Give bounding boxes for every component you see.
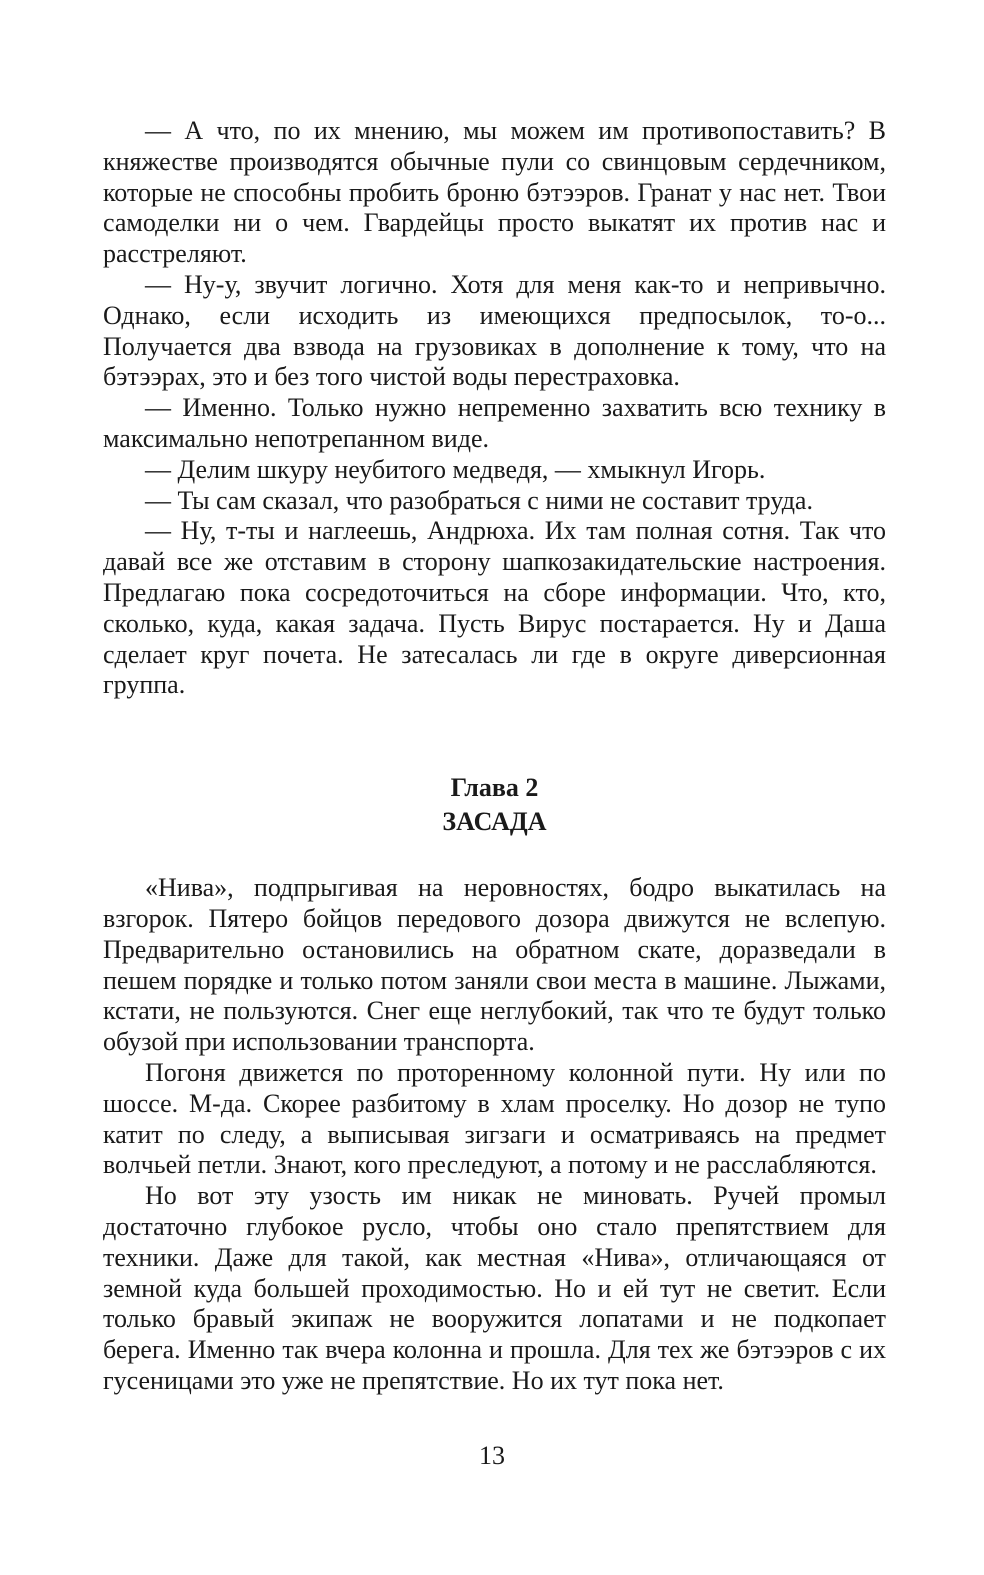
paragraph: — Ну, т-ты и наглеешь, Андрюха. Их там полная сотня. Так что давай все же отставим в сторону шапкозакидательские настроения. Предлагаю пока сосредоточиться на сборе информации. Что, кто, сколько, куда, какая задача. Пусть Вирус постарается. Ну и Даша сделает круг почета. Не затесалась ли где в округе диверсионная группа.	[103, 516, 886, 700]
page-body	[103, 116, 886, 1397]
paragraph: «Нива», подпрыгивая на неровностях, бодро выкатилась на взгорок. Пятеро бойцов передового дозора движутся не вслепую. Предварительно остановились на обратном скате, доразведали в пешем порядке и только потом заняли свои места в машине. Лыжами, кстати, не пользуются. Снег еще неглубокий, так что те будут только обузой при использовании транспорта.	[103, 873, 886, 1057]
paragraph: — Ну-у, звучит логично. Хотя для меня как-то и непривычно. Однако, если исходить из имеющихся предпосылок, то-о... Получается два взвода на грузовиках в дополнение к тому, что на бэтээрах, это и без того чистой воды перестраховка.	[103, 269, 886, 392]
paragraph: — Именно. Только нужно непременно захватить всю технику в максимально непотрепанном виде.	[103, 393, 886, 453]
paragraph: — Ты сам сказал, что разобраться с ними не составит труда.	[145, 485, 813, 515]
chapter-number: Глава 2	[450, 773, 539, 803]
paragraph: — А что, по их мнению, мы можем им противопоставить? В княжестве производятся обычные пули со свинцовым сердечником, которые не способны пробить броню бэтээров. Гранат у нас нет. Твои самоделки ни о чем. Гвардейцы просто выкатят их против нас и расстреляют.	[103, 116, 886, 269]
paragraph: — Делим шкуру неубитого медведя, — хмыкнул Игорь.	[145, 454, 766, 484]
paragraph: Погоня движется по проторенному колонной пути. Ну или по шоссе. М-да. Скорее разбитому в хлам проселку. Но дозор не тупо катит по следу, а выписывая зигзаги и осматриваясь на предмет волчьей петли. Знают, кого преследуют, а потому и не расслабляются.	[103, 1057, 886, 1180]
paragraph: Но вот эту узость им никак не миновать. Ручей промыл достаточно глубокое русло, чтобы оно стало препятствием для техники. Даже для такой, как местная «Нива», отличающаяся от земной куда большей проходимостью. Но и ей тут не светит. Если только бравый экипаж не вооружится лопатами и не подкопает берега. Именно так вчера колонна и прошла. Для тех же бэтээров с их гусеницами это уже не препятствие. Но их тут пока нет.	[103, 1181, 886, 1395]
chapter-heading	[103, 771, 886, 839]
page-number: 13	[479, 1441, 505, 1470]
chapter-title: ЗАСАДА	[442, 807, 547, 837]
